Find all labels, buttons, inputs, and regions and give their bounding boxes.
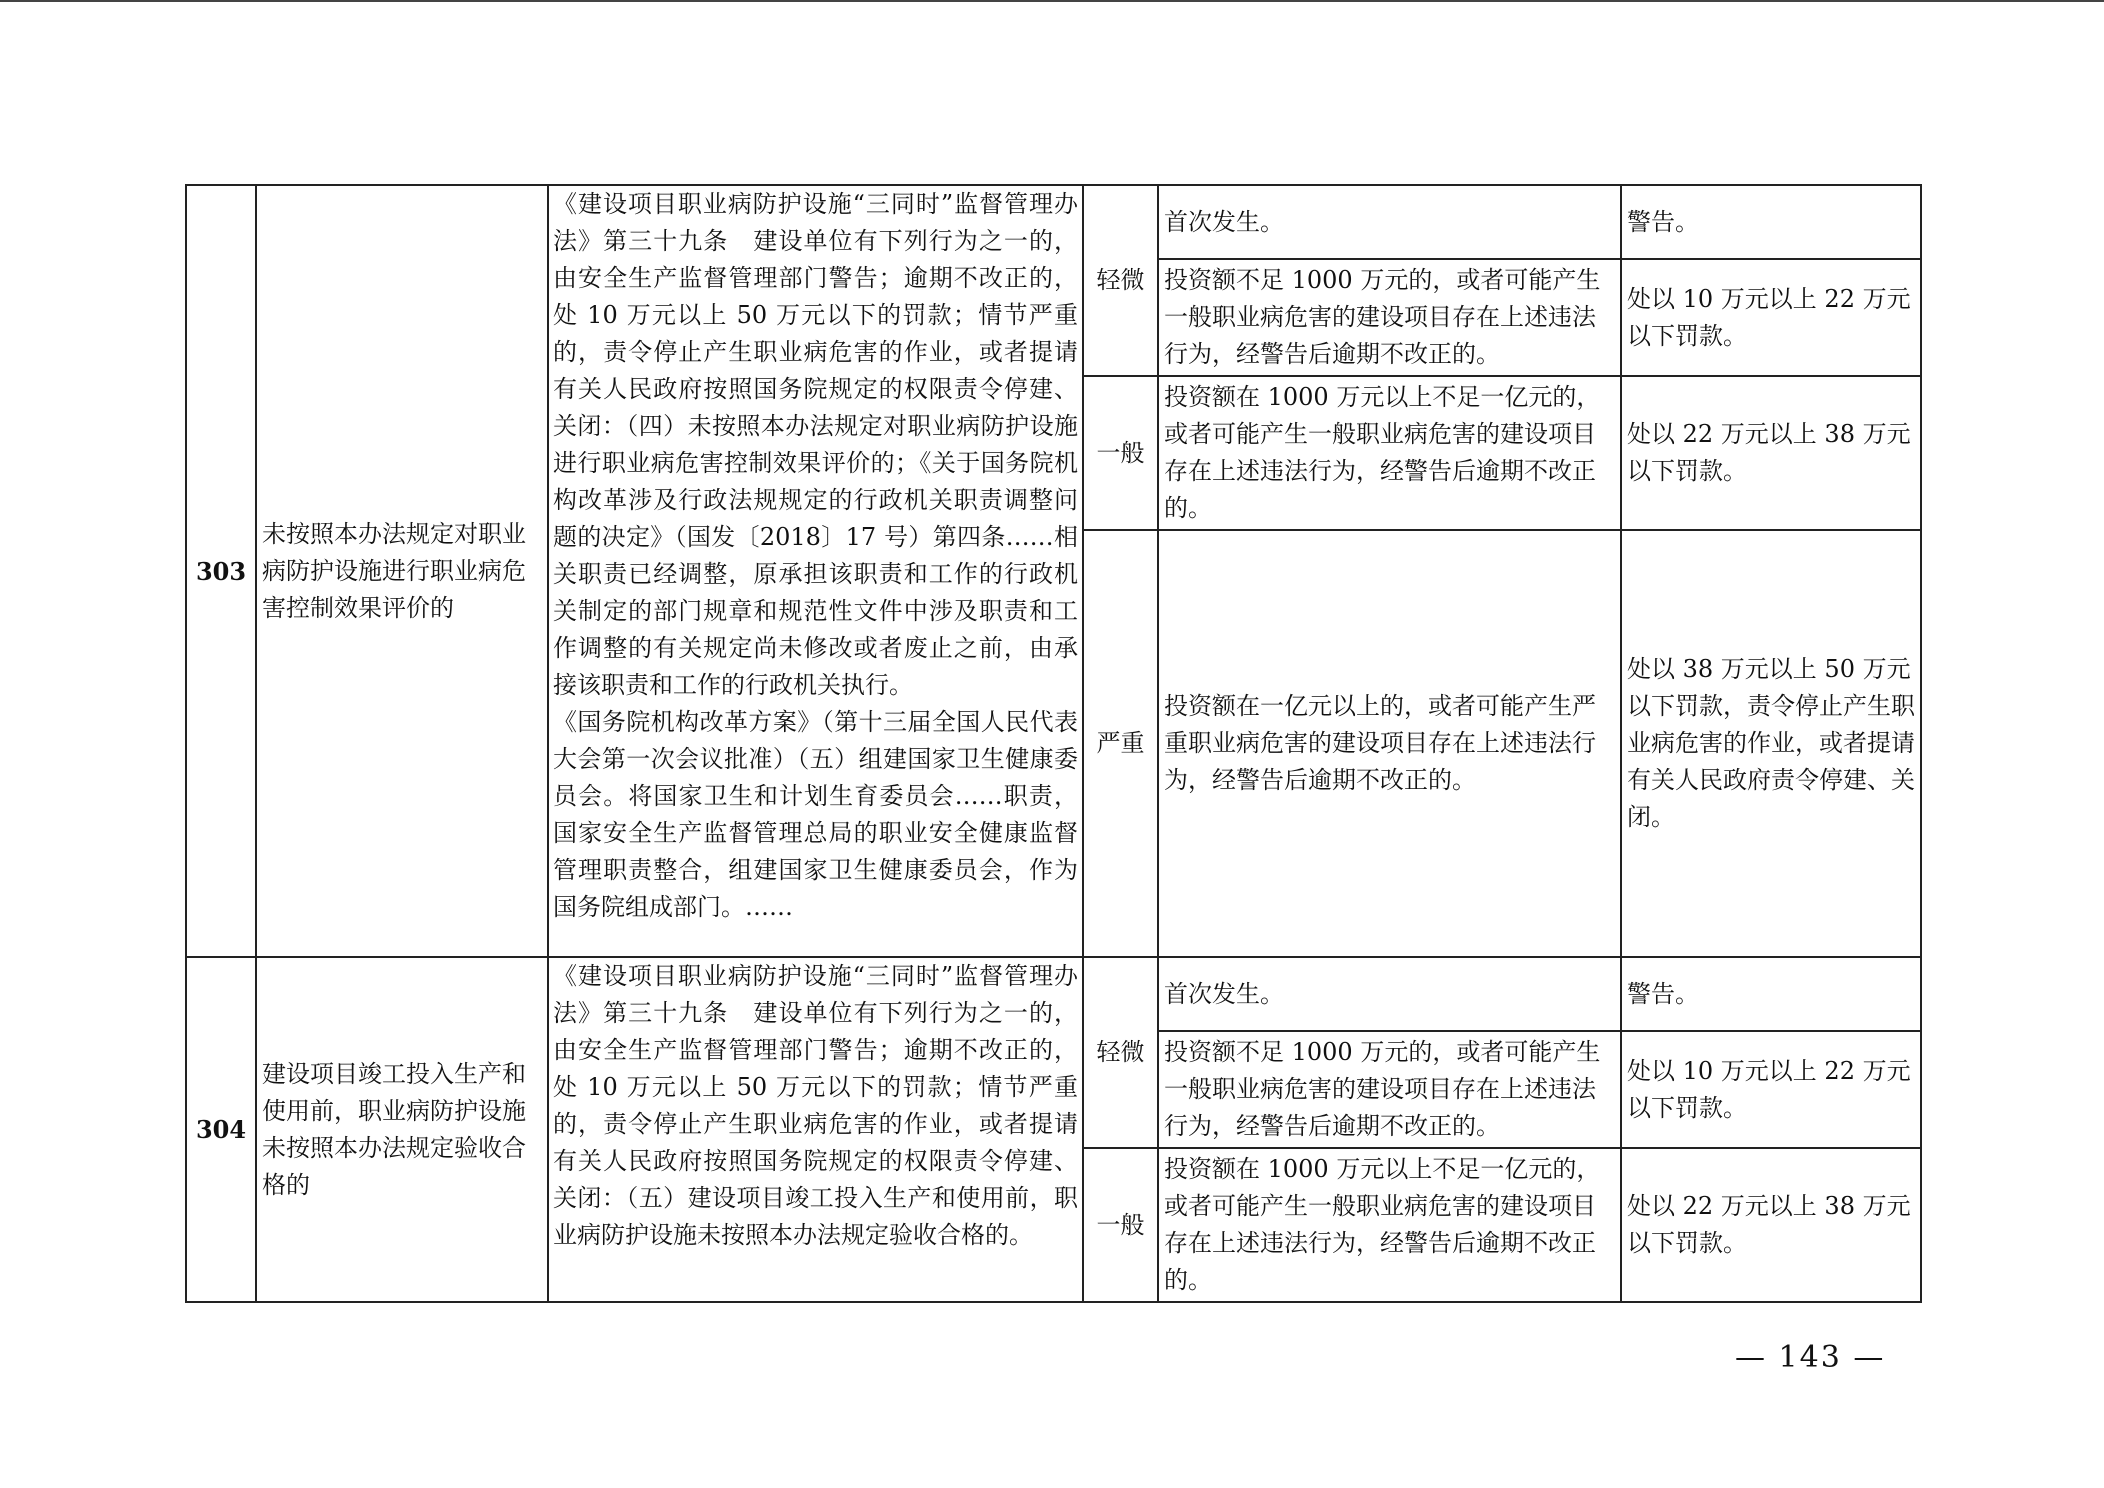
severity-level: 严重: [1083, 530, 1158, 957]
circumstance-cell: 投资额在 1000 万元以上不足一亿元的，或者可能产生一般职业病危害的建设项目存在上述违法行为，经警告后逾期不改正的。: [1158, 1148, 1621, 1302]
circumstance-cell: 投资额在 1000 万元以上不足一亿元的，或者可能产生一般职业病危害的建设项目存在上述违法行为，经警告后逾期不改正的。: [1158, 376, 1621, 530]
penalty-cell: 警告。: [1621, 957, 1921, 1031]
circumstance-cell: 投资额不足 1000 万元的，或者可能产生一般职业病危害的建设项目存在上述违法行为，经警告后逾期不改正的。: [1158, 1031, 1621, 1148]
penalty-standard-table: [185, 184, 1922, 1303]
circumstance-cell: 首次发生。: [1158, 957, 1621, 1031]
circumstance-cell: 投资额不足 1000 万元的，或者可能产生一般职业病危害的建设项目存在上述违法行为，经警告后逾期不改正的。: [1158, 259, 1621, 376]
severity-level: 一般: [1083, 1148, 1158, 1302]
violation-description: 建设项目竣工投入生产和使用前，职业病防护设施未按照本办法规定验收合格的: [256, 957, 548, 1302]
legal-basis-paragraph: 《国务院机构改革方案》（第十三届全国人民代表大会第一次会议批准）（五）组建国家卫生健康委员会。将国家卫生和计划生育委员会……职责，国家安全生产监督管理总局的职业安全健康监督管理职责整合，组建国家卫生健康委员会，作为国务院组成部门。……: [553, 708, 1078, 921]
penalty-cell: 处以 10 万元以上 22 万元以下罚款。: [1621, 1031, 1921, 1148]
severity-level: 轻微: [1083, 185, 1158, 376]
circumstance-cell: 投资额在一亿元以上的，或者可能产生严重职业病危害的建设项目存在上述违法行为，经警告后逾期不改正的。: [1158, 530, 1621, 957]
violation-description: 未按照本办法规定对职业病防护设施进行职业病危害控制效果评价的: [256, 185, 548, 957]
page-number: — 143 —: [1735, 1340, 1886, 1375]
legal-basis-paragraph: 《建设项目职业病防护设施“三同时”监督管理办法》第三十九条 建设单位有下列行为之一的，由安全生产监督管理部门警告；逾期不改正的，处 10 万元以上 50 万元以下的罚款；情节严重的，责令停止产生职业病危害的作业，或者提请有关人民政府按照国务院规定的权限责令停建、关闭：（四）未按照本办法规定对职业病防护设施进行职业病危害控制效果评价的；《关于国务院机构改革涉及行政法规规定的行政机关职责调整问题的决定》（国发〔2018〕17 号）第四条……相关职责已经调整，原承担该职责和工作的行政机关制定的部门规章和规范性文件中涉及职责和工作调整的有关规定尚未修改或者废止之前，由承接该职责和工作的行政机关执行。: [553, 190, 1078, 699]
page-top-border: [0, 0, 2104, 2]
penalty-cell: 处以 22 万元以上 38 万元以下罚款。: [1621, 1148, 1921, 1302]
item-number: 304: [186, 957, 256, 1302]
legal-basis-paragraph: 《建设项目职业病防护设施“三同时”监督管理办法》第三十九条 建设单位有下列行为之一的，由安全生产监督管理部门警告；逾期不改正的，处 10 万元以上 50 万元以下的罚款；情节严重的，责令停止产生职业病危害的作业，或者提请有关人民政府按照国务院规定的权限责令停建、关闭：（五）建设项目竣工投入生产和使用前，职业病防护设施未按照本办法规定验收合格的。: [553, 962, 1078, 1249]
legal-basis: [548, 957, 1083, 1302]
table-row: [186, 185, 1921, 259]
circumstance-cell: 首次发生。: [1158, 185, 1621, 259]
penalty-cell: 处以 38 万元以上 50 万元以下罚款，责令停止产生职业病危害的作业，或者提请有关人民政府责令停建、关闭。: [1621, 530, 1921, 957]
severity-level: 轻微: [1083, 957, 1158, 1148]
penalty-cell: 处以 22 万元以上 38 万元以下罚款。: [1621, 376, 1921, 530]
table-row: [186, 957, 1921, 1031]
penalty-cell: 警告。: [1621, 185, 1921, 259]
item-number: 303: [186, 185, 256, 957]
severity-level: 一般: [1083, 376, 1158, 530]
legal-basis: [548, 185, 1083, 957]
penalty-cell: 处以 10 万元以上 22 万元以下罚款。: [1621, 259, 1921, 376]
